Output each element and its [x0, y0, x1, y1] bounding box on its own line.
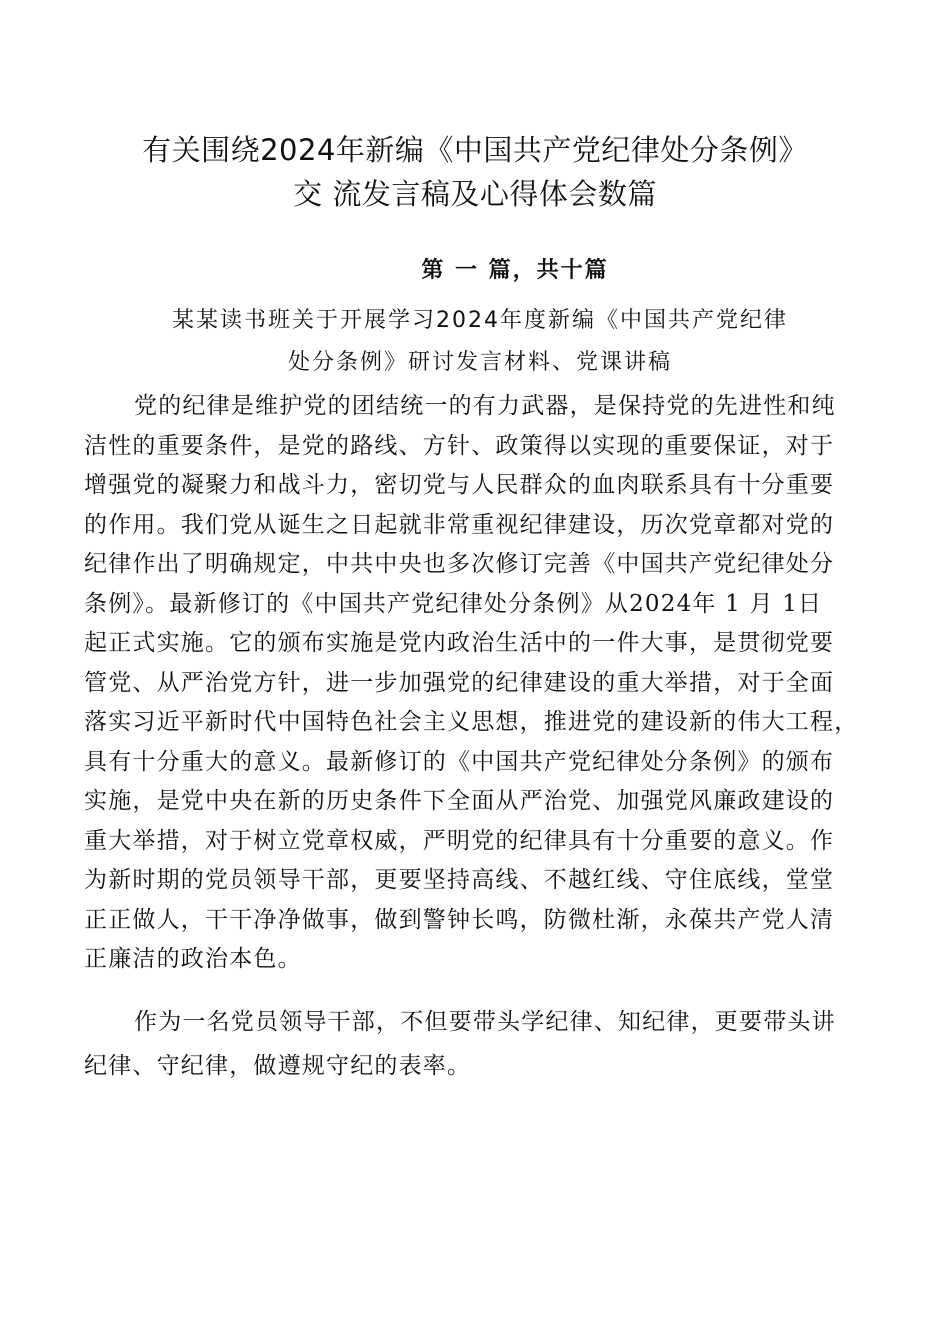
subtitle-line-1: 某某读书班关于开展学习2024年度新编《中国共产党纪律: [172, 308, 788, 333]
paragraph-line: 重大举措，对于树立党章权威，严明党的纪律具有十分重要的意义。作: [84, 827, 835, 854]
paragraph-line: 起正式实施。它的颁布实施是党内政治生活中的一件大事，是贯彻党要: [84, 630, 835, 656]
paragraph-line: 增强党的凝聚力和战斗力，密切党与人民群众的血肉联系具有十分重要: [84, 472, 835, 498]
paragraph-line: 的作用。我们党从诞生之日起就非常重视纪律建设，历次党章都对党的: [84, 511, 835, 538]
article-subtitle: [80, 300, 880, 384]
paragraph-line: 纪律作出了明确规定，中共中央也多次修订完善《中国共产党纪律处分: [84, 551, 835, 577]
paragraph-line: 管党、从严治党方针，进一步加强党的纪律建设的重大举措，对于全面: [84, 669, 835, 696]
paragraph-line: 落实习近平新时代中国特色社会主义思想，推进党的建设新的伟大工程，: [84, 709, 859, 735]
paragraph-line: 具有十分重大的意义。最新修订的《中国共产党纪律处分条例》的颁布: [84, 748, 835, 775]
title-line-2: 交 流发言稿及心得体会数篇: [293, 177, 657, 211]
section-heading: 第 一 篇，共十篇: [421, 258, 609, 283]
paragraph-line: 纪律、守纪律，做遵规守纪的表率。: [84, 1053, 472, 1079]
body-paragraph-1: [84, 387, 874, 980]
paragraph-line: 实施，是党中央在新的历史条件下全面从严治党、加强党风廉政建设的: [84, 788, 835, 814]
paragraph-line: 洁性的重要条件，是党的路线、方针、政策得以实现的重要保证，对于: [84, 432, 835, 459]
subtitle-line-2: 处分条例》研讨发言材料、党课讲稿: [287, 350, 672, 375]
document-title: [70, 128, 880, 216]
paragraph-line: 作为一名党员领导干部，不但要带头学纪律、知纪律，更要带头讲: [134, 1009, 836, 1035]
title-line-1: 有关围绕2024年新编《中国共产党纪律处分条例》: [142, 133, 808, 167]
paragraph-line: 党的纪律是维护党的团结统一的有力武器，是保持党的先进性和纯: [134, 393, 836, 419]
paragraph-line: 正正做人，干干净净做事，做到警钟长鸣，防微杜渐，永葆共产党人清: [84, 906, 835, 933]
paragraph-line: 为新时期的党员领导干部，更要坚持高线、不越红线、守住底线，堂堂: [84, 867, 835, 893]
body-paragraph-2: [84, 1000, 874, 1088]
paragraph-line: 正廉洁的政治本色。: [84, 946, 302, 972]
paragraph-line: 条例》。最新修订的《中国共产党纪律处分条例》从2024年 1 月 1日: [84, 590, 823, 617]
